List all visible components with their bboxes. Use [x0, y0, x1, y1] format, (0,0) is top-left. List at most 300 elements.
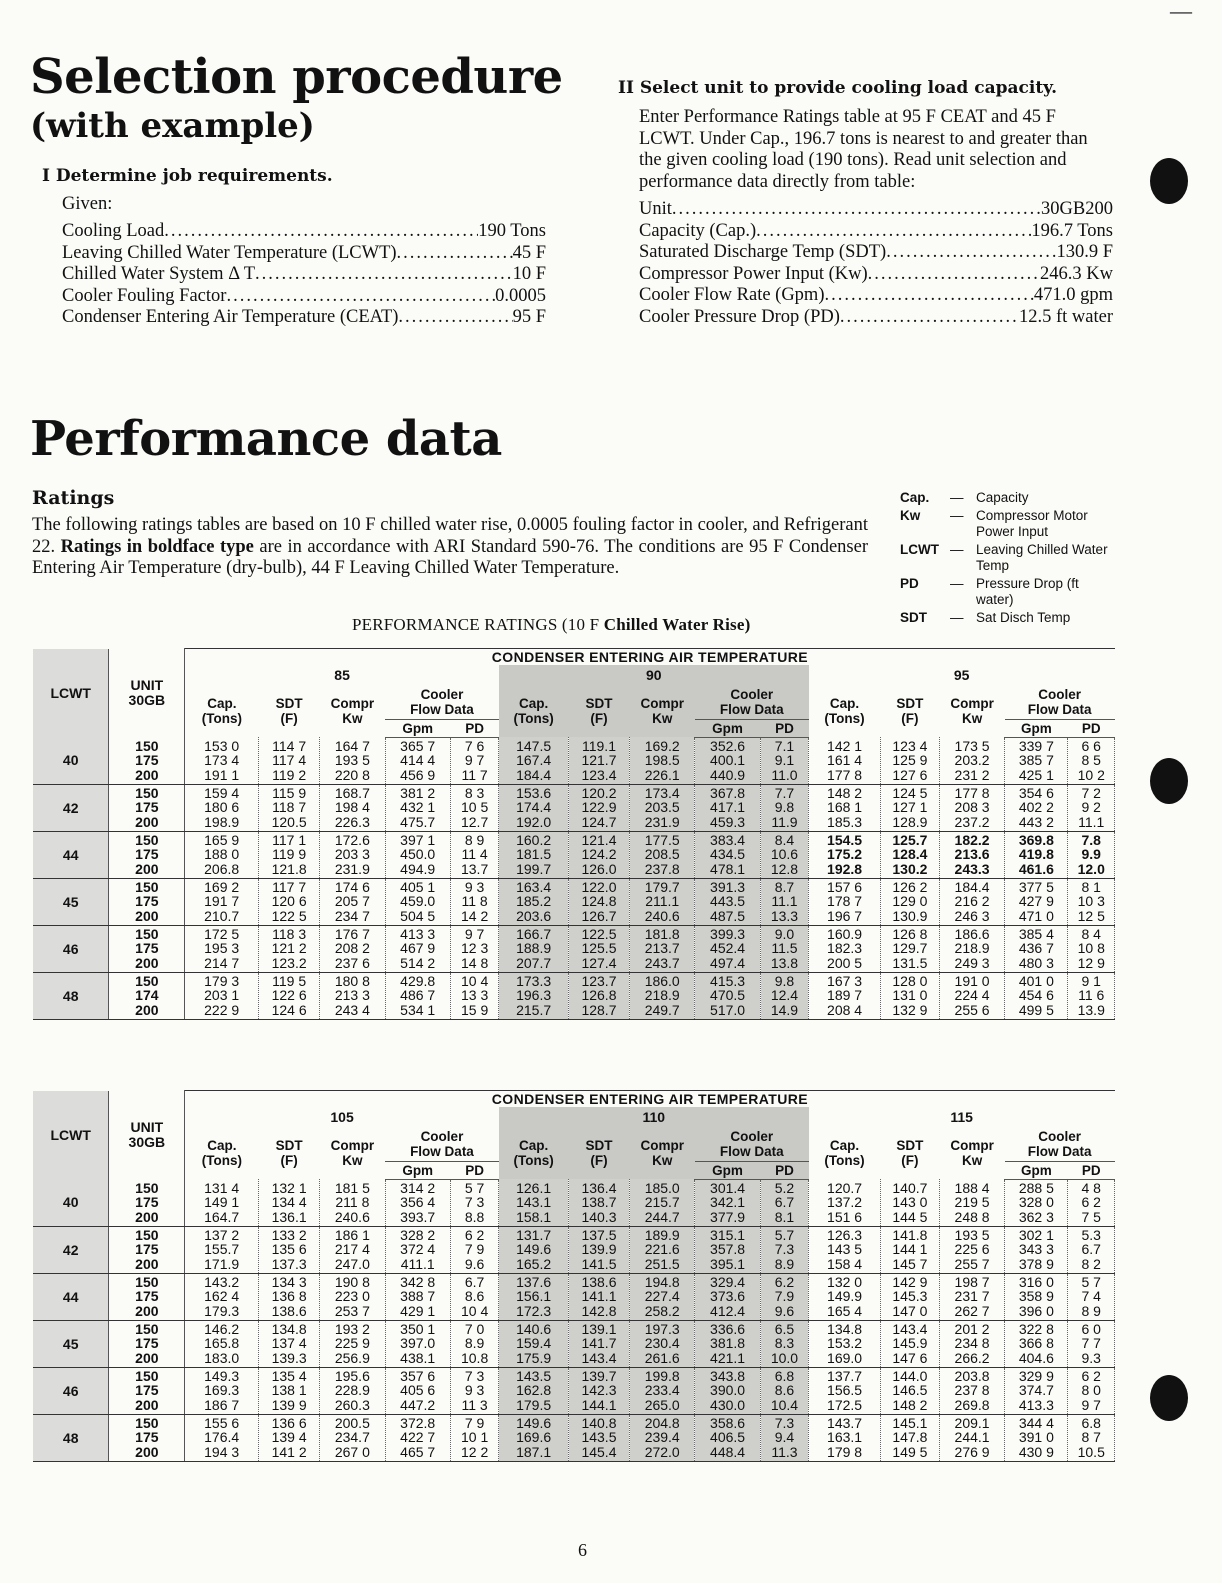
- table-value: 369.8: [1018, 831, 1054, 848]
- table-value: 134.8: [271, 1320, 307, 1337]
- value-cell: [1005, 784, 1068, 831]
- unit-model: 200: [135, 1396, 159, 1413]
- table-value: 186 7: [204, 1396, 240, 1413]
- table-value: 128.7: [581, 1001, 617, 1018]
- value-cell: [1068, 737, 1115, 784]
- temp-group-2: 95: [953, 667, 970, 683]
- value-cell: [1005, 925, 1068, 972]
- value-cell: [259, 1414, 320, 1461]
- value-cell: [760, 1179, 808, 1226]
- table-value: 231.9: [334, 860, 370, 877]
- table-value: 200.5: [334, 1414, 370, 1431]
- table-value: 8.6: [774, 1382, 795, 1399]
- value-cell: [499, 972, 569, 1019]
- compr-label-line: Kw: [342, 1153, 363, 1168]
- table-value: 243.7: [644, 954, 680, 971]
- table-value: 9.6: [774, 1302, 795, 1319]
- table-value: 244.1: [954, 1429, 990, 1446]
- table-value: 249.7: [644, 1001, 680, 1018]
- table-value: 165.8: [204, 1335, 240, 1352]
- table-value: 167 3: [827, 972, 863, 989]
- table-value: 470.5: [710, 987, 746, 1004]
- table-value: 140.8: [581, 1414, 617, 1431]
- cap-label-line: (Tons): [513, 1153, 554, 1168]
- punch-hole: [1150, 758, 1188, 804]
- unit-values: [109, 925, 185, 972]
- table-value: 195 3: [204, 940, 240, 957]
- table-value: 122 5: [271, 907, 307, 924]
- value-cell: [385, 878, 450, 925]
- table-value: 249 3: [954, 954, 990, 971]
- value-cell: [259, 925, 320, 972]
- table-value: 344 4: [1018, 1414, 1054, 1431]
- spec-value: 30GB200: [1041, 199, 1113, 219]
- sdt-label-line: SDT: [275, 696, 303, 711]
- value-cell: [630, 1320, 695, 1367]
- ratings-text: [32, 515, 868, 580]
- table-value: 193 2: [334, 1320, 370, 1337]
- table-value: 328 2: [400, 1226, 436, 1243]
- table-value: 221.6: [644, 1241, 680, 1258]
- value-cell: [760, 1320, 808, 1367]
- value-cell: [695, 972, 760, 1019]
- leader-dots: [397, 243, 513, 265]
- compr-label-line: Compr: [950, 1138, 994, 1153]
- table-value: 7.1: [774, 737, 795, 754]
- table-value: 5.7: [774, 1226, 795, 1243]
- value-cell: [385, 925, 450, 972]
- table-value: 11 4: [461, 846, 488, 863]
- table-value: 132 0: [827, 1273, 863, 1290]
- table-value: 9.9: [1081, 846, 1101, 863]
- pd-header: PD: [450, 719, 498, 737]
- table-value: 195.6: [334, 1367, 370, 1384]
- table-value: 5 7: [464, 1179, 485, 1196]
- table-value: 10 5: [460, 799, 489, 816]
- table-value: 497.4: [710, 954, 746, 971]
- table-value: 328 0: [1018, 1194, 1054, 1211]
- table-value: 276 9: [954, 1443, 990, 1460]
- value-cell: [185, 878, 259, 925]
- value-cell: [760, 1226, 808, 1273]
- table-value: 372 4: [400, 1241, 436, 1258]
- table-value: 402 2: [1018, 799, 1054, 816]
- sdt-label-line: (F): [901, 711, 919, 726]
- value-cell: [1068, 1320, 1115, 1367]
- table-value: 188 0: [204, 846, 240, 863]
- table-value: 183.0: [204, 1349, 240, 1366]
- value-cell: [630, 878, 695, 925]
- table-value: 163.1: [827, 1429, 863, 1446]
- table-value: 142.3: [581, 1382, 617, 1399]
- table-value: 141.7: [581, 1335, 617, 1352]
- value-cell: [939, 972, 1004, 1019]
- table-value: 269.8: [954, 1396, 990, 1413]
- table-value: 167.4: [516, 752, 552, 768]
- table-value: 134.8: [827, 1320, 863, 1337]
- table-value: 147 0: [892, 1302, 928, 1319]
- table-value: 209.1: [954, 1414, 990, 1431]
- unit-model: 150: [135, 1414, 159, 1431]
- table-value: 137 4: [271, 1335, 307, 1352]
- table-value: 196 7: [827, 907, 863, 924]
- leader-dots: [825, 285, 1034, 307]
- table-value: 177.5: [644, 831, 680, 848]
- table-value: 378 9: [1018, 1255, 1054, 1272]
- value-cell: [760, 1367, 808, 1414]
- table-value: 9.4: [774, 1429, 795, 1446]
- value-cell: [760, 737, 808, 784]
- value-cell: [695, 1414, 760, 1461]
- table-value: 381 2: [400, 784, 436, 801]
- table-value: 373.6: [710, 1288, 746, 1305]
- table-value: 224 4: [954, 987, 990, 1004]
- table-value: 119 9: [272, 846, 307, 863]
- table-value: 184.4: [516, 766, 552, 783]
- sdt-label: [259, 1138, 320, 1168]
- table-value: 131 4: [204, 1179, 240, 1196]
- value-cell: [1068, 1414, 1115, 1461]
- value-cell: [320, 831, 385, 878]
- value-cell: [809, 831, 881, 878]
- gpm-header: Gpm: [385, 719, 450, 737]
- table-value: 272.0: [644, 1443, 680, 1460]
- table-value: 231 2: [954, 766, 990, 783]
- table-value: 9.3: [1081, 1349, 1101, 1366]
- unit-model: 175: [135, 799, 159, 816]
- table-value: 138.6: [581, 1273, 617, 1290]
- table-value: 124.7: [581, 813, 617, 830]
- table-value: 406.5: [710, 1429, 746, 1446]
- table-value: 322 8: [1018, 1320, 1054, 1337]
- table-value: 315.1: [710, 1226, 746, 1243]
- table-value: 13 3: [460, 987, 489, 1004]
- table-value: 9.6: [464, 1255, 485, 1272]
- table-value: 377 5: [1018, 878, 1054, 895]
- table-value: 186.6: [954, 925, 990, 942]
- table-value: 226.1: [644, 766, 680, 783]
- value-cell: [450, 737, 498, 784]
- value-cell: [450, 1320, 498, 1367]
- table-value: 8 2: [1081, 1255, 1101, 1272]
- unit-model: 175: [135, 1194, 159, 1210]
- cooler-label-line: Cooler: [1038, 686, 1081, 702]
- table-value: 147.5: [516, 737, 552, 754]
- table-value: 206.8: [204, 860, 240, 877]
- compr-header: [320, 685, 385, 737]
- table-value: 123.4: [581, 766, 617, 783]
- compr-label: [939, 696, 1004, 726]
- value-cell: [760, 1414, 808, 1461]
- table-value: 411.1: [400, 1255, 435, 1272]
- table-value: 142 9: [892, 1273, 928, 1290]
- table-value: 160.9: [827, 925, 863, 942]
- spec-label: Cooler Pressure Drop (PD): [639, 306, 840, 327]
- table-value: 314 2: [400, 1179, 436, 1196]
- table-title-part: Chilled Water Rise): [603, 615, 751, 634]
- table-value: 196.3: [516, 987, 552, 1004]
- table-value: 120.7: [827, 1179, 863, 1196]
- unit-model: 175: [135, 940, 159, 957]
- value-cell: [939, 925, 1004, 972]
- table-value: 240.6: [644, 907, 680, 924]
- value-cell: [939, 1320, 1004, 1367]
- cap-header: [185, 685, 259, 737]
- table-value: 385 4: [1018, 925, 1054, 942]
- table-value: 14 8: [460, 954, 489, 971]
- table-value: 372.8: [400, 1414, 436, 1431]
- compr-label-line: Kw: [961, 711, 983, 726]
- table-value: 139.3: [271, 1349, 307, 1366]
- table-value: 174 6: [334, 878, 370, 895]
- table-value: 210.7: [204, 907, 240, 924]
- sdt-label: [568, 696, 629, 726]
- unit-model: 200: [135, 907, 159, 924]
- spec-value: 95 F: [512, 307, 546, 328]
- table-value: 12 9: [1077, 954, 1105, 971]
- value-cell: [385, 784, 450, 831]
- table-value: 11.1: [771, 893, 798, 910]
- table-value: 430.0: [710, 1396, 746, 1413]
- table-value: 168.7: [334, 784, 370, 801]
- table-value: 173 4: [204, 752, 240, 768]
- value-cell: [1005, 831, 1068, 878]
- table-value: 12.4: [770, 987, 799, 1004]
- table-value: 198.5: [644, 752, 680, 768]
- unit-model: 174: [135, 987, 159, 1004]
- value-cell: [320, 1179, 385, 1226]
- spec-label: Leaving Chilled Water Temperature (LCWT): [62, 242, 397, 263]
- table-value: 165.2: [516, 1255, 552, 1272]
- compr-label-line: Compr: [330, 696, 375, 711]
- value-cell: [760, 1273, 808, 1320]
- punch-hole: [1150, 158, 1188, 204]
- value-cell: [695, 1179, 760, 1226]
- table-value: 342.1: [710, 1194, 746, 1211]
- value-cell: [760, 784, 808, 831]
- table-value: 184.4: [954, 878, 990, 895]
- table-value: 10.0: [770, 1349, 799, 1366]
- table-value: 215.7: [516, 1001, 552, 1018]
- table-value: 316 0: [1018, 1273, 1054, 1290]
- compr-label: [630, 1138, 695, 1168]
- table-value: 404.6: [1018, 1349, 1054, 1366]
- table-value: 357 6: [400, 1367, 436, 1384]
- unit-label-line: UNIT: [130, 1119, 164, 1136]
- table-value: 155.7: [204, 1241, 240, 1258]
- table-value: 132 1: [271, 1179, 307, 1196]
- table-value: 143.1: [516, 1194, 552, 1210]
- table-value: 415.3: [710, 972, 746, 989]
- leader-dots: [868, 264, 1040, 286]
- table-value: 126.7: [581, 907, 617, 924]
- value-cell: [568, 831, 629, 878]
- table-value: 343 3: [1018, 1241, 1054, 1258]
- spec-label: Condenser Entering Air Temperature (CEAT): [62, 307, 399, 328]
- table-value: 231 7: [954, 1288, 990, 1305]
- value-cell: [499, 1320, 569, 1367]
- table-value: 144 1: [892, 1241, 928, 1258]
- table-value: 200 5: [827, 954, 863, 971]
- table-value: 117 1: [272, 831, 307, 848]
- lcwt-value: 46: [33, 925, 109, 972]
- table-value: 6.2: [774, 1273, 795, 1290]
- compr-label: [630, 696, 695, 726]
- cooler-label-line: Flow Data: [1027, 701, 1092, 717]
- sdt-label: [568, 1138, 629, 1168]
- compr-header: [939, 685, 1004, 737]
- lcwt-value: 40: [33, 1179, 109, 1226]
- table-value: 9 3: [464, 1382, 485, 1399]
- value-cell: [695, 1367, 760, 1414]
- spec-row: [639, 221, 1113, 243]
- value-cell: [1068, 784, 1115, 831]
- table-value: 459.0: [400, 893, 436, 910]
- table-value: 205 7: [334, 893, 370, 910]
- table-value: 142.8: [581, 1302, 617, 1319]
- table-value: 175.2: [827, 846, 863, 863]
- value-cell: [1005, 1273, 1068, 1320]
- value-cell: [385, 1414, 450, 1461]
- table-value: 7 0: [464, 1320, 485, 1337]
- value-cell: [568, 878, 629, 925]
- table-value: 188 4: [954, 1179, 990, 1196]
- value-cell: [499, 1226, 569, 1273]
- value-cell: [760, 831, 808, 878]
- table-value: 146.5: [892, 1382, 928, 1399]
- value-cell: [630, 831, 695, 878]
- unit-model: 200: [135, 1001, 159, 1018]
- value-cell: [1005, 1414, 1068, 1461]
- performance-table-table1: [33, 648, 1115, 1020]
- table-value: 177 8: [954, 784, 990, 801]
- value-cell: [809, 1414, 881, 1461]
- table-value: 156.1: [516, 1288, 552, 1305]
- table-value: 194 3: [204, 1443, 240, 1460]
- table-value: 124.2: [581, 846, 617, 863]
- table-value: 8 7: [1081, 1429, 1101, 1446]
- compr-label-line: Kw: [961, 1153, 983, 1168]
- table-value: 534 1: [400, 1001, 436, 1018]
- sdt-label-line: (F): [901, 1153, 919, 1168]
- table-value: 230.4: [644, 1335, 680, 1352]
- table-value: 383.4: [710, 831, 746, 848]
- table-value: 123.7: [581, 972, 617, 989]
- value-cell: [809, 1273, 881, 1320]
- step1-heading: I Determine job requirements.: [42, 166, 333, 186]
- spec-label: Cooler Fouling Factor: [62, 285, 227, 306]
- compr-label-line: Compr: [950, 696, 994, 711]
- spec-label: Unit: [639, 199, 672, 219]
- table-value: 117 4: [272, 752, 307, 768]
- legend-abbr: PD: [900, 576, 919, 591]
- table-value: 7 5: [1081, 1208, 1101, 1225]
- table-value: 208 3: [954, 799, 990, 816]
- table-value: 124.8: [581, 893, 617, 910]
- table-value: 251.5: [644, 1255, 680, 1272]
- value-cell: [259, 737, 320, 784]
- table-value: 377.9: [710, 1208, 746, 1225]
- unit-model: 150: [135, 878, 159, 895]
- table-value: 191 0: [954, 972, 990, 989]
- cooler-header: [385, 1127, 499, 1161]
- table-value: 413.3: [1018, 1396, 1054, 1413]
- table-value: 125.5: [581, 940, 617, 957]
- table-value: 115 9: [272, 784, 307, 801]
- table-value: 172 5: [204, 925, 240, 942]
- unit-model: 200: [135, 1302, 159, 1319]
- compr-label-line: Compr: [640, 1138, 684, 1153]
- given-list: [62, 221, 546, 329]
- value-cell: [1068, 1273, 1115, 1320]
- table-value: 12 5: [1077, 907, 1105, 924]
- table-value: 14 2: [460, 907, 489, 924]
- table-value: 9 3: [464, 878, 485, 895]
- table-value: 10.4: [770, 1396, 799, 1413]
- lcwt-value: 42: [33, 784, 109, 831]
- unit-model: 150: [135, 1273, 159, 1290]
- abbreviation-legend: [900, 490, 1120, 628]
- table-value: 143 5: [827, 1241, 863, 1258]
- value-cell: [880, 925, 939, 972]
- table-value: 7 9: [464, 1241, 485, 1258]
- table-value: 173.4: [644, 784, 680, 801]
- spec-row: [639, 285, 1113, 307]
- lcwt-label: LCWT: [50, 1126, 91, 1143]
- table-value: 220 8: [334, 766, 370, 783]
- value-cell: [760, 878, 808, 925]
- table-value: 429.8: [400, 972, 436, 989]
- table-value: 414 4: [400, 752, 436, 769]
- value-cell: [1068, 972, 1115, 1019]
- table-value: 7 4: [1081, 1288, 1101, 1305]
- table-value: 203.8: [954, 1367, 990, 1384]
- spec-label: Compressor Power Input (Kw): [639, 263, 868, 284]
- table-value: 9.8: [774, 972, 795, 989]
- unit-model: 175: [135, 1241, 159, 1258]
- unit-values: [109, 972, 185, 1019]
- cap-label: [499, 696, 569, 726]
- spec-row: [62, 221, 546, 243]
- table-value: 117 7: [272, 878, 307, 895]
- table-value: 7 2: [1081, 784, 1101, 801]
- table-value: 168 1: [827, 799, 863, 816]
- lcwt-value: 45: [33, 878, 109, 925]
- table-value: 391 0: [1018, 1429, 1054, 1446]
- value-cell: [880, 831, 939, 878]
- unit-label: [109, 678, 184, 707]
- table-value: 6.8: [774, 1367, 795, 1384]
- value-cell: [568, 737, 629, 784]
- cooler-label: [1005, 1129, 1115, 1159]
- table-value: 7 3: [464, 1367, 485, 1384]
- table-value: 171.9: [204, 1255, 240, 1272]
- table-value: 179.3: [204, 1302, 240, 1319]
- table-value: 11.1: [1078, 813, 1105, 830]
- table-value: 139.1: [581, 1320, 617, 1337]
- value-cell: [185, 1179, 259, 1226]
- value-cell: [695, 1273, 760, 1320]
- unit-model: 175: [135, 1382, 159, 1399]
- table-value: 121.8: [271, 860, 307, 877]
- table-value: 8.3: [774, 1335, 795, 1352]
- table-title-part: PERFORMANCE RATINGS (10 F: [352, 615, 604, 634]
- table-value: 203.2: [954, 752, 990, 768]
- gpm-header: Gpm: [385, 1161, 450, 1179]
- value-cell: [450, 972, 498, 1019]
- table-value: 237 6: [334, 954, 370, 971]
- value-cell: [939, 1367, 1004, 1414]
